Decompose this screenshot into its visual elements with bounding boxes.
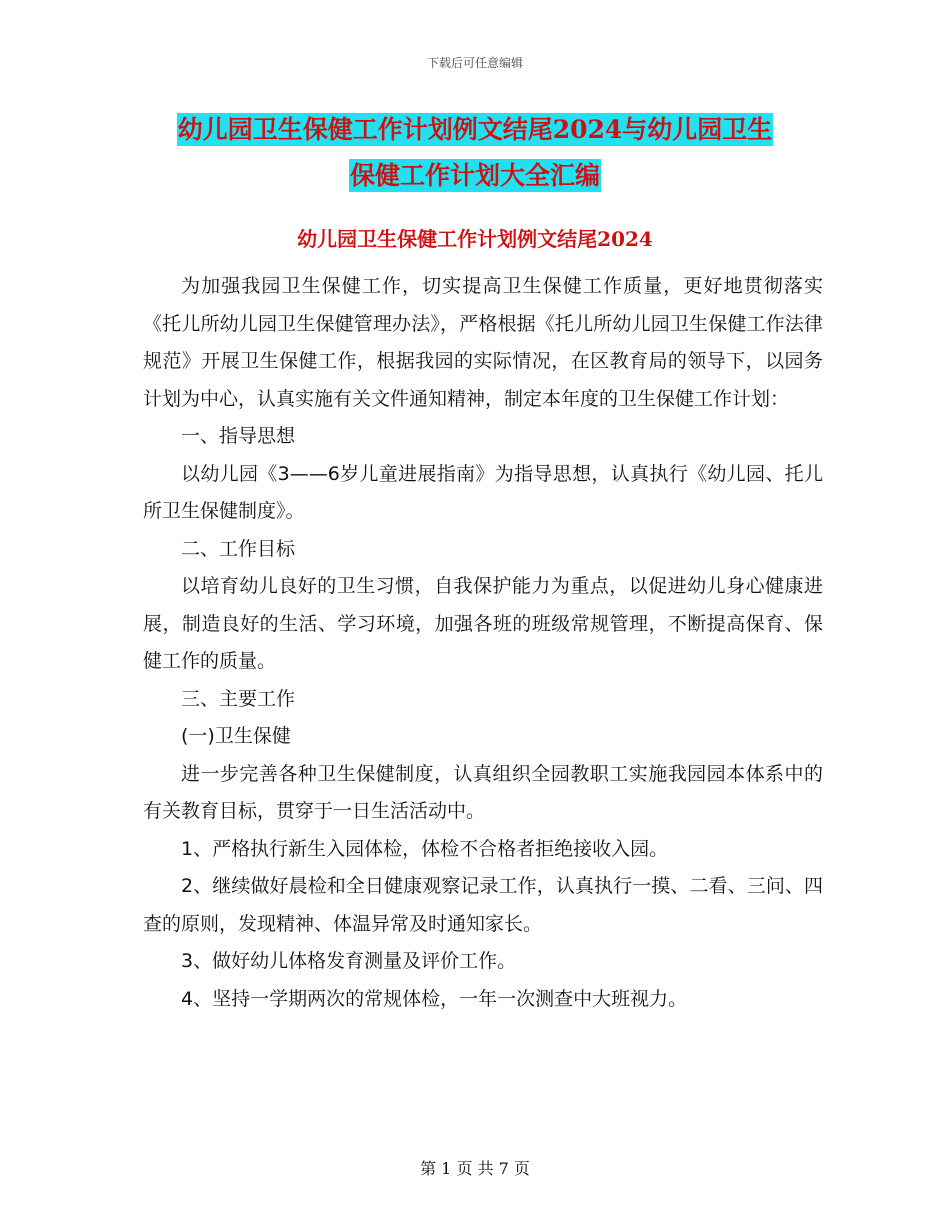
heading-guiding-ideology: 一、指导思想 xyxy=(181,425,296,447)
intro-paragraph: 为加强我园卫生保健工作，切实提高卫生保健工作质量，更好地贯彻落实《托儿所幼儿园卫生保健管理办法》，严格根据《托儿所幼儿园卫生保健工作法律规范》开展卫生保健工作，根据我园的实际情况，在区教育局的领导下，以园务计划为中心，认真实施有关文件通知精神，制定本年度的卫生保健工作计划： xyxy=(143,275,823,410)
title-line-1-text: 幼儿园卫生保健工作计划例文结尾2024与幼儿园卫生 xyxy=(177,115,773,144)
heading-main-work: 三、主要工作 xyxy=(181,687,296,710)
list-item-3: 3、做好幼儿体格发育测量及评价工作。 xyxy=(181,950,517,972)
body-text xyxy=(143,268,823,1018)
heading-work-goals: 二、工作目标 xyxy=(181,537,296,560)
document-title-line-1 xyxy=(140,110,810,146)
list-item-1: 1、严格执行新生入园体检，体检不合格者拒绝接收入园。 xyxy=(181,837,669,860)
list-item-2: 2、继续做好晨检和全日健康观察记录工作，认真执行一摸、二看、三问、四查的原则，发现精神、体温异常及时通知家长。 xyxy=(143,875,823,935)
list-item-4: 4、坚持一学期两次的常规体检，一年一次测查中大班视力。 xyxy=(181,987,688,1010)
title-line-2-text: 保健工作计划大全汇编 xyxy=(349,161,600,190)
section-subtitle: 幼儿园卫生保健工作计划例文结尾2024 xyxy=(297,227,653,251)
header-note: 下载后可任意编辑 xyxy=(426,56,523,70)
heading-health-care: (一)卫生保健 xyxy=(181,725,291,747)
paragraph-work-goals: 以培育幼儿良好的卫生习惯，自我保护能力为重点，以促进幼儿身心健康进展，制造良好的生活、学习环境，加强各班的班级常规管理，不断提高保育、保健工作的质量。 xyxy=(143,575,823,672)
paragraph-health-care: 进一步完善各种卫生保健制度，认真组织全园教职工实施我园园本体系中的有关教育目标，贯穿于一日生活活动中。 xyxy=(143,762,823,822)
page-footer: 第 1 页 共 7 页 xyxy=(420,1159,530,1178)
document-title-line-2 xyxy=(140,156,810,192)
paragraph-guiding-ideology: 以幼儿园《3——6岁儿童进展指南》为指导思想，认真执行《幼儿园、托儿所卫生保健制度》。 xyxy=(143,462,823,522)
